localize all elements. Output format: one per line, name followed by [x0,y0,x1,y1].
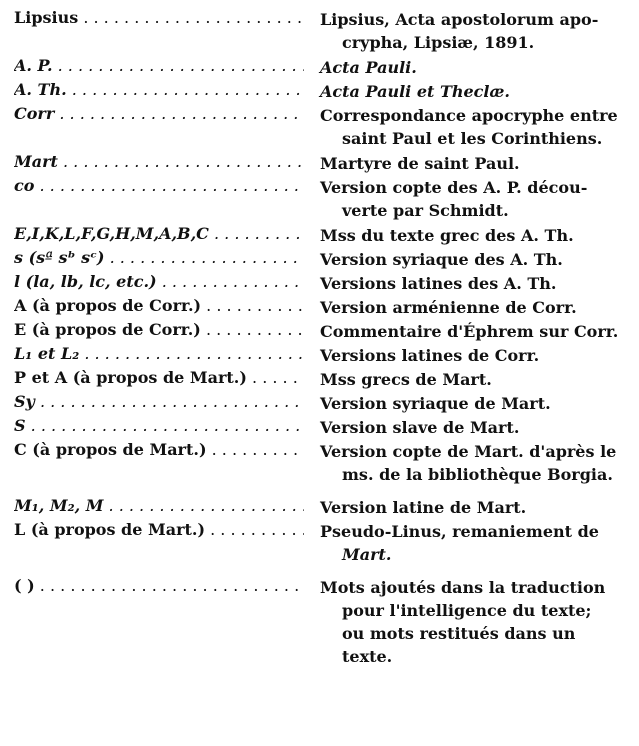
entry-abbreviation: co . . . [14,176,304,196]
entry-abbreviation: A. Th. . . . [14,80,304,100]
entry-description: Versions latines des A. Th. [320,274,557,293]
entry-description: Version latine de Mart. [320,498,527,517]
entry-abbreviation: L (à propos de Mart.) . . . [14,520,304,540]
entry-abbreviation: A (à propos de Corr.) . . . [14,296,304,316]
entry-description: Mss grecs de Mart. [320,370,492,389]
entry-description: Version syriaque de Mart. [320,394,551,413]
entry-description: Version syriaque des A. Th. [320,250,563,269]
entry-description: Version slave de Mart. [320,418,520,437]
entry-abbreviation: Lipsius . . . [14,8,304,28]
entry-abbreviation: Sy . . . [14,392,304,412]
entry-description: Acta Pauli. [320,58,417,77]
entry-description: Commentaire d'Éphrem sur Corr. [320,322,619,341]
entry-description: Versions latines de Corr. [320,346,540,365]
entry-abbreviation: S . . . [14,416,304,436]
entry-abbreviation: A. P. . . . [14,56,304,76]
entry-abbreviation: M₁, M₂, M . . . [14,496,304,516]
entry-abbreviation: l (la, lb, lc, etc.) . . . [14,272,304,292]
entry-abbreviation: E (à propos de Corr.) . . . [14,320,304,340]
entry-description: Mots ajoutés dans la traduction pour l'intelligence du texte; ou mots restitués dans un texte. [320,578,606,666]
entry-description: Martyre de saint Paul. [320,154,520,173]
entry-abbreviation: ( ) . . . [14,576,304,596]
entry-abbreviation: L₁ et L₂ . . . [14,344,304,364]
entry-description: Version copte de Mart. d'après le ms. de la bibliothèque Borgia. [320,442,617,484]
entry-abbreviation: C (à propos de Mart.) . . . [14,440,304,460]
entry-abbreviation: Corr . . . [14,104,304,124]
entry-abbreviation: Mart . . . [14,152,304,172]
entry-description: Correspondance apocryphe entre saint Paul et les Corinthiens. [320,106,618,148]
entry-abbreviation: P et A (à propos de Mart.) . . . [14,368,304,388]
entry-description: Version copte des A. P. décou- verte par Schmidt. [320,178,588,220]
entry-description: Pseudo-Linus, remaniement de Mart. [320,522,599,564]
entry-description: Lipsius, Acta apostolorum apo- crypha, Lipsiæ, 1891. [320,10,599,52]
entry-description: Mss du texte grec des A. Th. [320,226,574,245]
entry-abbreviation: E,I,K,L,F,G,H,M,A,B,C . . . [14,224,304,244]
entry-description: Acta Pauli et Theclæ. [320,82,510,101]
entry-description: Version arménienne de Corr. [320,298,577,317]
entry-abbreviation: s (sª sᵇ sᶜ) . . . [14,248,304,268]
